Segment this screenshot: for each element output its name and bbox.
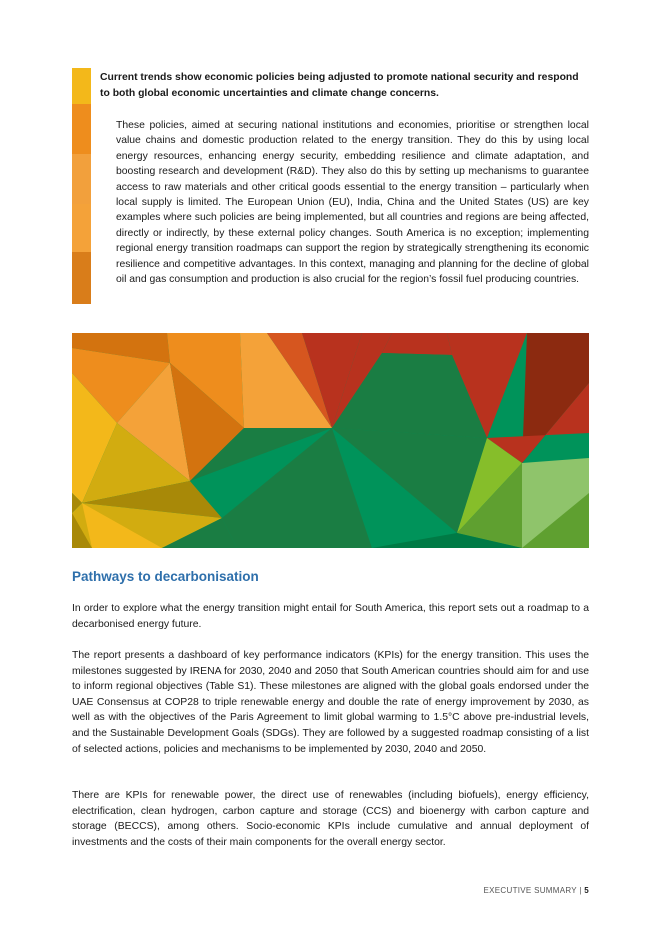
callout-body: These policies, aimed at securing national institutions and economies, prioritise or strengthen local value chains and domestic production related to the energy transition. They do this by using local energy resources, enhancing energy security, embedding resilience and climate adaptation, and boosting research and development (R&D). They also do this by setting up mechanisms to guarantee access to raw materials and other critical goods essential to the energy transition – particularly when local supply is limited. The European Union (EU), India, China and the United States (US) are key examples where such policies are being implemented, but all countries and regions are being affected, directly or indirectly, by these external policy changes. South America is no exception; implementing regional energy transition roadmaps can support the region by strategically strengthening its economic resilience and competitive advantages. In this context, managing and planning for the decline of global oil and gas consumption and production is also crucial for the region’s fossil fuel producing countries.: [116, 120, 589, 286]
section-heading: Pathways to decarbonisation: [72, 569, 259, 584]
body-paragraph-1: In order to explore what the energy transition might entail for South America, this report sets out a roadmap to a decarbonised energy future.: [72, 603, 589, 630]
page-footer: [484, 886, 589, 895]
footer-separator: |: [579, 886, 582, 895]
footer-section-label: EXECUTIVE SUMMARY: [483, 886, 577, 895]
page-number: 5: [584, 886, 589, 895]
body-paragraph-3: There are KPIs for renewable power, the direct use of renewables (including biofuels), energy efficiency, electrification, clean hydrogen, carbon capture and storage (CCS) and bioenergy with carbon capture and storage (BECCS), among others. Socio-economic KPIs include cumulative and annual deployment of investments and the costs of their main components for the overall energy sector.: [72, 790, 589, 848]
body-paragraph-2: The report presents a dashboard of key performance indicators (KPIs) for the energy transition. This uses the milestones suggested by IRENA for 2030, 2040 and 2050 that South American countries should aim for and use to inform regional objectives (Table S1). These milestones are aligned with the global goals endorsed under the UAE Consensus at COP28 to triple renewable energy and double the rate of energy improvement by 2030, as well as with the objectives of the Paris Agreement to limit global warming to 1.5°C above pre-industrial levels, and the Sustainable Development Goals (SDGs). They are followed by a suggested roadmap consisting of a list of selected actions, policies and mechanisms to be implemented by 2030, 2040 and 2050.: [72, 650, 589, 755]
callout-lead: Current trends show economic policies being adjusted to promote national security and respond to both global economic uncertainties and climate change concerns.: [100, 72, 579, 99]
callout-accent-bar: [72, 68, 91, 304]
decorative-polygon-banner: [72, 333, 589, 548]
